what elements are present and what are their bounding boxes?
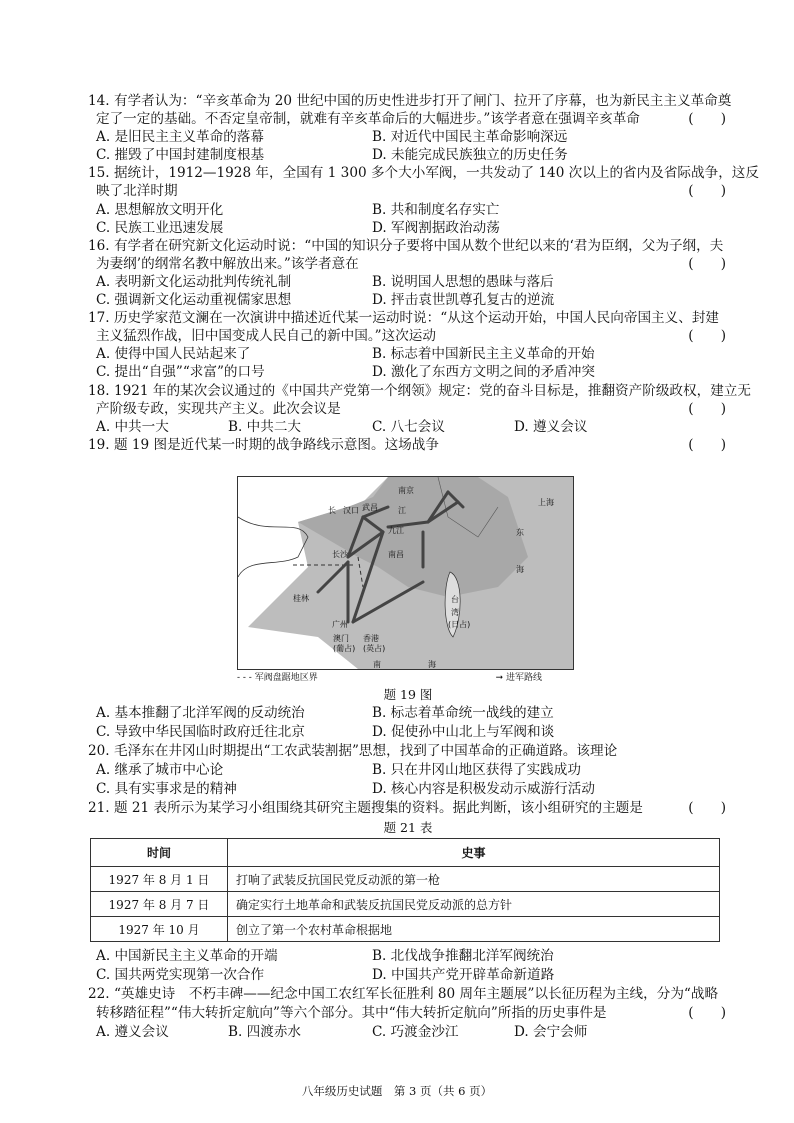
q22-option-c: C. 巧渡金沙江 <box>372 1024 459 1040</box>
q14-option-a: A. 是旧民主主义革命的落幕 <box>96 129 264 146</box>
q18-option-c: C. 八七会议 <box>372 418 445 435</box>
q15-answer-blank: ( ) <box>688 183 726 200</box>
city-hankou: 汉口 <box>343 506 359 515</box>
q14-option-d: D. 未能完成民族独立的历史任务 <box>372 147 568 164</box>
q19-answer-blank: ( ) <box>688 436 726 453</box>
q17-stem-cont: 主义猛烈作战，旧中国变成人民自己的新中国。”这次运动 <box>96 328 436 345</box>
header-event: 史事 <box>228 839 720 867</box>
table-row: 1927 年 8 月 7 日 确定实行土地革命和武装反抗国民党反动派的总方针 <box>91 892 720 917</box>
q21-option-c: C. 国共两党实现第一次合作 <box>96 967 265 983</box>
q22-option-a: A. 遵义会议 <box>96 1024 169 1040</box>
q22-option-d: D. 会宁会师 <box>514 1024 588 1040</box>
q16-option-a: A. 表明新文化运动批判传统礼制 <box>96 273 292 290</box>
header-time: 时间 <box>91 839 228 867</box>
q14-option-c: C. 摧毁了中国封建制度根基 <box>96 147 265 164</box>
q18-stem-cont: 产阶级专政，实现共产主义。此次会议是 <box>96 400 341 417</box>
q22-stem-cont: 转移踏征程”“伟大转折定航向”等六个部分。其中“伟大转折定航向”所指的历史事件是 <box>96 1005 607 1021</box>
q18-option-b: B. 中共二大 <box>228 418 302 435</box>
war-route-map <box>237 476 574 670</box>
table-row: 1927 年 8 月 1 日 打响了武装反抗国民党反动派的第一枪 <box>91 867 720 892</box>
q22-answer-blank: ( ) <box>688 1005 726 1021</box>
q16-option-c: C. 强调新文化运动重视儒家思想 <box>96 292 292 309</box>
city-macau: 澳门 <box>333 634 349 643</box>
page-footer: 八年级历史试题 第 3 页（共 6 页） <box>301 1084 493 1098</box>
q16-answer-blank: ( ) <box>688 255 726 272</box>
hongkong-note: (英占) <box>363 644 386 653</box>
city-shanghai: 上海 <box>538 498 554 507</box>
q15-option-b: B. 共和制度名存实亡 <box>372 201 500 218</box>
q20-option-a: A. 继承了城市中心论 <box>96 762 224 778</box>
city-jiujiang: 九江 <box>388 526 404 535</box>
taiwan-note: (日占) <box>448 620 471 629</box>
city-nanjing: 南京 <box>398 486 414 495</box>
q17-option-b: B. 标志着中国新民主主义革命的开始 <box>372 346 595 363</box>
q16-option-d: D. 抨击袁世凯尊孔复古的逆流 <box>372 292 555 309</box>
river-label-1: 长 <box>328 506 336 515</box>
q14-option-b: B. 对近代中国民主革命影响深远 <box>372 129 568 146</box>
city-hongkong: 香港 <box>363 634 379 643</box>
sea-south-2: 海 <box>428 660 436 669</box>
q17-option-d: D. 激化了东西方文明之间的矛盾冲突 <box>372 364 595 381</box>
q16-stem-cont: 为妻纲’的纲常名教中解放出来。”该学者意在 <box>96 255 359 272</box>
city-changsha: 长沙 <box>332 550 348 559</box>
q18-stem: 18. 1921 年的某次会议通过的《中国共产党第一个纲领》规定：党的奋斗目标是，推翻资产阶级政权，建立无 <box>88 382 751 399</box>
q20-stem: 20. 毛泽东在井冈山时期提出“工农武装割据”思想，找到了中国革命的正确道路。该理论 <box>88 743 618 759</box>
q15-stem: 15. 据统计，1912—1928 年，全国有 1 300 多个大小军阀，一共发动了 140 次以上的省内及省际战争，这反 <box>88 165 759 182</box>
q15-option-c: C. 民族工业迅速发展 <box>96 219 224 236</box>
questions-21-22 <box>88 947 728 1042</box>
q19-option-a: A. 基本推翻了北洋军阀的反动统治 <box>96 705 305 721</box>
q17-option-c: C. 提出“自强”“求富”的口号 <box>96 364 265 381</box>
q16-option-b: B. 说明国人思想的愚昧与落后 <box>372 273 554 290</box>
city-guilin: 桂林 <box>293 594 309 603</box>
q18-answer-blank: ( ) <box>688 400 726 417</box>
q18-option-a: A. 中共一大 <box>96 418 169 435</box>
q21-answer-blank: ( ) <box>688 800 726 816</box>
map-legend: - - - 军阀盘踞地区界 ➞ 进军路线 <box>237 673 542 683</box>
q14-stem-cont: 定了一定的基础。不否定皇帝制，就难有辛亥革命后的大幅进步。”该学者意在强调辛亥革命 <box>96 111 640 128</box>
taiwan-label-2: 湾 <box>451 608 459 617</box>
questions-19-21 <box>88 685 728 837</box>
q15-option-d: D. 军阀割据政治动荡 <box>372 219 500 236</box>
q20-option-c: C. 具有实事求是的精神 <box>96 781 237 797</box>
q17-answer-blank: ( ) <box>688 328 726 345</box>
macau-note: (葡占) <box>333 644 356 653</box>
q17-option-a: A. 使得中国人民站起来了 <box>96 346 251 363</box>
q16-stem: 16. 有学者在研究新文化运动时说：“中国的知识分子要将中国从数个世纪以来的‘君为臣纲，父为子纲，夫 <box>88 237 724 254</box>
river-label-2: 江 <box>398 506 406 515</box>
q21-option-a: A. 中国新民主主义革命的开端 <box>96 948 278 964</box>
q15-stem-cont: 映了北洋时期 <box>96 183 178 200</box>
q19-option-c: C. 导致中华民国临时政府迁往北京 <box>96 724 305 740</box>
sea-east-2: 海 <box>516 565 524 574</box>
q21-option-b: B. 北伐战争推翻北洋军阀统治 <box>372 948 554 964</box>
q20-option-d: D. 核心内容是积极发动示威游行活动 <box>372 781 595 797</box>
q19-option-d: D. 促使孙中山北上与军阀和谈 <box>372 724 555 740</box>
table-header <box>91 839 720 867</box>
q22-option-b: B. 四渡赤水 <box>228 1024 302 1040</box>
sea-south-1: 南 <box>373 660 381 669</box>
q20-option-b: B. 只在井冈山地区获得了实践成功 <box>372 762 581 778</box>
legend-border: 军阀盘踞地区界 <box>254 673 318 683</box>
q21-stem: 21. 题 21 表所示为某学习小组围绕其研究主题搜集的资料。据此判断，该小组研究的主题是 <box>88 800 643 816</box>
q19-stem: 19. 题 19 图是近代某一时期的战争路线示意图。这场战争 <box>88 436 439 453</box>
table-21-caption: 题 21 表 <box>383 820 433 835</box>
q19-option-b: B. 标志着革命统一战线的建立 <box>372 705 554 721</box>
q21-option-d: D. 中国共产党开辟革命新道路 <box>372 967 555 983</box>
figure-19-caption: 题 19 图 <box>383 687 433 702</box>
legend-route: 进军路线 <box>505 673 542 683</box>
q18-option-d: D. 遵义会议 <box>514 418 588 435</box>
q17-stem: 17. 历史学家范文澜在一次演讲中描述近代某一运动时说：“从这个运动开始，中国人民向帝国主义、封建 <box>88 310 720 327</box>
sea-east-1: 东 <box>516 528 524 537</box>
table-21 <box>90 838 720 942</box>
questions-14-19 <box>88 92 759 454</box>
q22-stem: 22. “英雄史诗 不朽丰碑——纪念中国工农红军长征胜利 80 周年主题展”以长征历程为主线，分为“战略 <box>88 986 719 1002</box>
city-wuchang: 武昌 <box>362 503 378 512</box>
table-row: 1927 年 10 月 创立了第一个农村革命根据地 <box>91 917 720 942</box>
taiwan-label-1: 台 <box>451 595 459 604</box>
city-guangzhou: 广州 <box>332 620 348 629</box>
city-nanchang: 南昌 <box>388 550 404 559</box>
q14-stem: 14. 有学者认为：“辛亥革命为 20 世纪中国的历史性进步打开了闸门、拉开了序幕，也为新民主主义革命奠 <box>88 93 732 109</box>
q15-option-a: A. 思想解放文明开化 <box>96 201 224 218</box>
q14-answer-blank: ( ) <box>688 111 726 128</box>
